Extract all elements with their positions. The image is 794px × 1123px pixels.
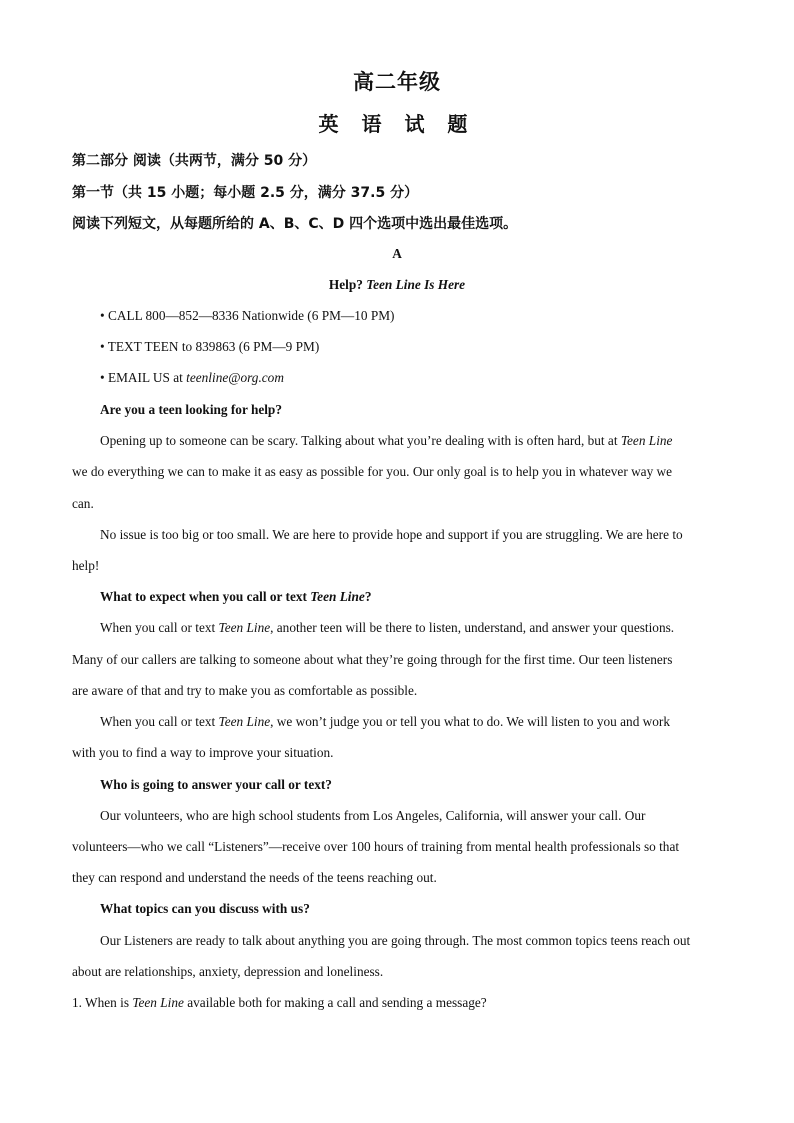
contact-email — [100, 369, 284, 387]
paragraph-3-line-2: Many of our callers are talking to someone about what they’re going through for the first time. Our teen listeners — [72, 652, 673, 667]
paragraph-3-line-3: are aware of that and try to make you as comfortable as possible. — [72, 683, 418, 698]
paragraph-5-line-3: they can respond and understand the needs of the teens reaching out. — [72, 870, 437, 885]
paragraph-1-line-3: can. — [72, 496, 94, 511]
section-heading-expect — [100, 588, 371, 606]
p1-teen-line: Teen Line — [620, 433, 673, 448]
grade-title: 高二年级 — [353, 70, 441, 94]
question-1-post: available both for making a call and sending a message? — [183, 995, 487, 1010]
contact-call: • CALL 800—852—8336 Nationwide (6 PM—10 PM) — [100, 308, 395, 323]
part-heading: 第二部分 阅读（共两节，满分 50 分） — [72, 153, 317, 169]
expect-heading-teen-line: Teen Line — [310, 589, 365, 604]
subject-title: 英 语 试 题 — [318, 112, 476, 136]
paragraph-1-line-2: we do everything we can to make it as easy as possible for you. Our only goal is to help you in whatever way we — [72, 464, 673, 479]
p4-teen-line: Teen Line — [218, 714, 271, 729]
question-1 — [72, 994, 487, 1012]
headline-italic: Teen Line Is Here — [366, 277, 466, 292]
paragraph-3-line-1 — [100, 619, 674, 637]
headline-plain: Help? — [328, 277, 367, 292]
p3-post: , another teen will be there to listen, understand, and answer your questions. — [270, 620, 675, 635]
expect-heading-mark: ? — [364, 589, 372, 604]
question-1-teen-line: Teen Line — [132, 995, 184, 1010]
contact-text: • TEXT TEEN to 839863 (6 PM—9 PM) — [100, 339, 320, 354]
p3-teen-line: Teen Line — [218, 620, 271, 635]
passage-letter: A — [392, 246, 402, 261]
email-prefix: • EMAIL US at — [100, 370, 187, 385]
instruction-text: 阅读下列短文，从每题所给的 A、B、C、D 四个选项中选出最佳选项。 — [72, 216, 518, 232]
p4-pre: When you call or text — [100, 714, 219, 729]
email-address: teenline@org.com — [186, 370, 284, 385]
paragraph-5-line-1: Our volunteers, who are high school students from Los Angeles, California, will answer your call. Our — [100, 808, 646, 823]
subsection-heading: 第一节（共 15 小题；每小题 2.5 分，满分 37.5 分） — [72, 185, 419, 201]
p4-post: , we won’t judge you or tell you what to do. We will listen to you and work — [270, 714, 671, 729]
paragraph-6-line-2: about are relationships, anxiety, depression and loneliness. — [72, 964, 384, 979]
paragraph-4-line-2: with you to find a way to improve your situation. — [72, 745, 334, 760]
p3-pre: When you call or text — [100, 620, 219, 635]
paragraph-2-line-2: help! — [72, 558, 100, 573]
paragraph-4-line-1 — [100, 713, 670, 731]
section-heading-help: Are you a teen looking for help? — [100, 402, 282, 417]
passage-headline — [0, 276, 794, 294]
p1-text: Opening up to someone can be scary. Talking about what you’re dealing with is often hard, but at — [100, 433, 621, 448]
paragraph-1-line-1 — [100, 432, 672, 450]
paragraph-6-line-1: Our Listeners are ready to talk about anything you are going through. The most common topics teens reach out — [100, 933, 691, 948]
paragraph-5-line-2: volunteers—who we call “Listeners”—receive over 100 hours of training from mental health professionals so that — [72, 839, 680, 854]
section-heading-topics: What topics can you discuss with us? — [100, 901, 310, 916]
question-1-pre: 1. When is — [72, 995, 133, 1010]
paragraph-2-line-1: No issue is too big or too small. We are here to provide hope and support if you are struggling. We are here to — [100, 527, 683, 542]
expect-heading-text: What to expect when you call or text — [100, 589, 311, 604]
section-heading-who: Who is going to answer your call or text? — [100, 777, 332, 792]
